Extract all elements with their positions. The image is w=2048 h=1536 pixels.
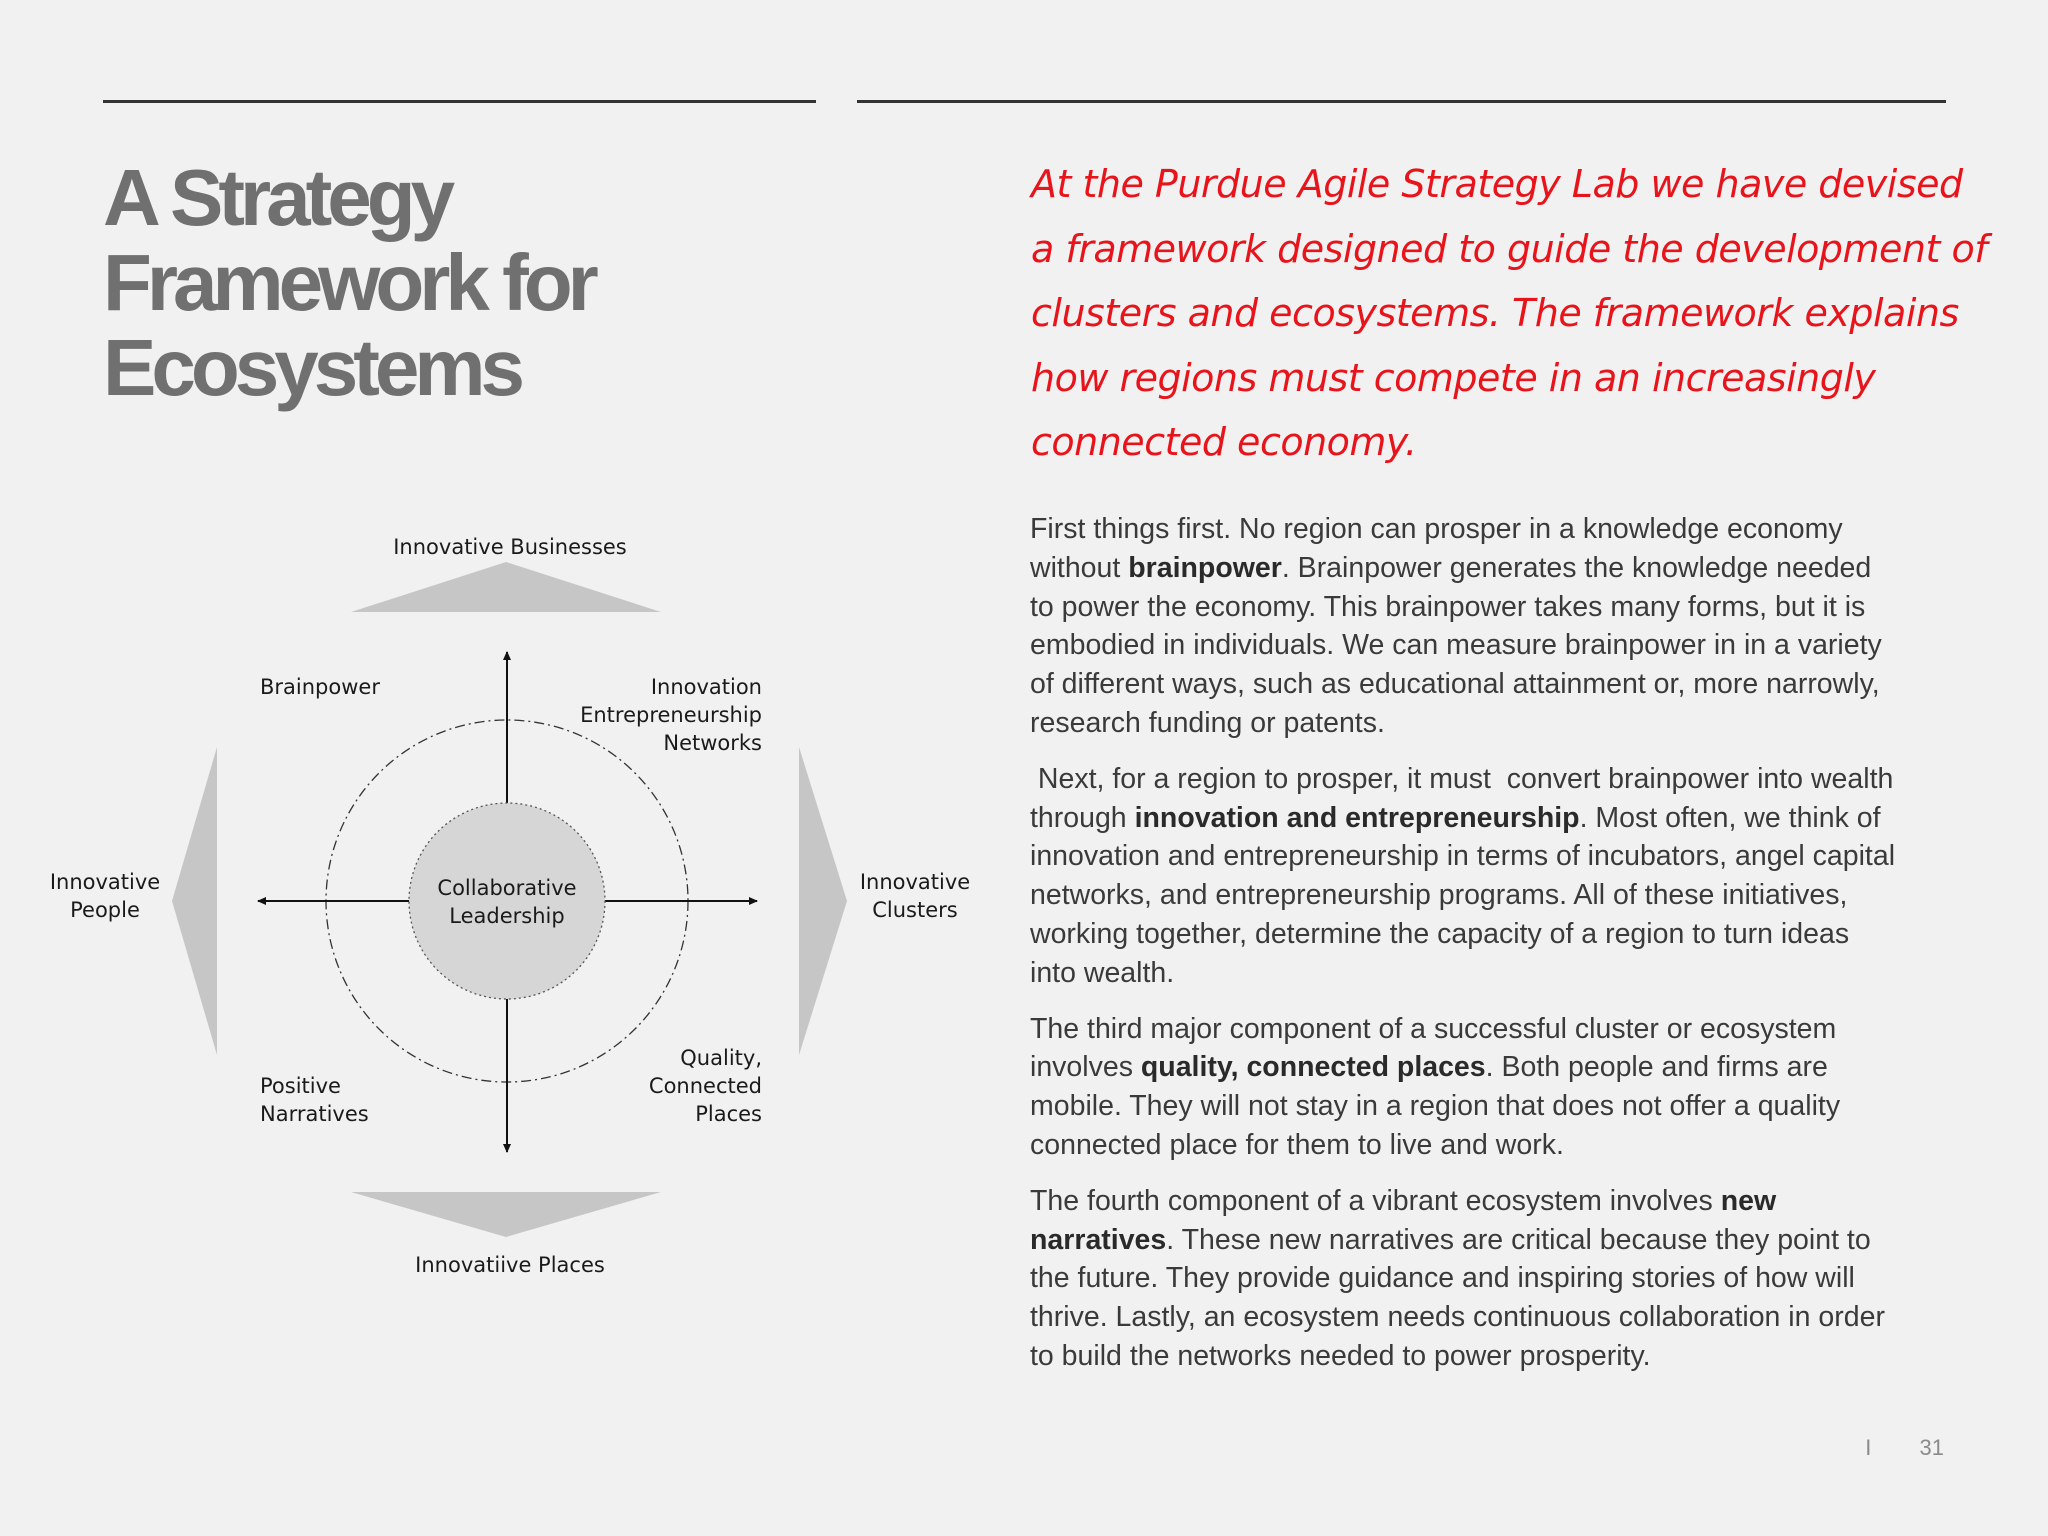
text-line: networks, and entrepreneurship programs. All of these initiatives, (1030, 879, 1848, 912)
label-line: Positive (260, 1074, 341, 1098)
emphasis-narratives: narratives (1030, 1223, 1167, 1256)
page-number: 31 (1919, 1435, 1944, 1460)
text-line (1030, 1048, 1960, 1087)
label-line: Networks (663, 731, 762, 755)
label-innovation-entrepreneurship-networks (562, 673, 762, 757)
text-line (1030, 1182, 1960, 1221)
text-run: . Both people and firms are (1485, 1051, 1828, 1084)
text-line: of different ways, such as educational attainment or, more narrowly, (1030, 668, 1880, 701)
text-line: to build the networks needed to power prosperity. (1030, 1339, 1651, 1372)
lead-line: a framework designed to guide the development of (1031, 226, 1988, 271)
text-line (1030, 799, 1960, 838)
bottom-triangle (351, 1192, 661, 1237)
text-line: innovation and entrepreneurship in terms of incubators, angel capital (1030, 840, 1896, 873)
title-line: Ecosystems (103, 323, 520, 412)
label-line: Leadership (449, 904, 565, 928)
text-line (1030, 1221, 1960, 1260)
label-line: Collaborative (437, 876, 577, 900)
text-run: . Most often, we think of (1579, 801, 1881, 834)
left-triangle (172, 747, 217, 1055)
label-line: Innovative (859, 870, 971, 894)
label-line: Innovation (650, 675, 762, 699)
emphasis-new: new (1720, 1184, 1777, 1217)
text-line: research funding or patents. (1030, 706, 1385, 739)
label-line: Clusters (872, 898, 958, 922)
paragraph-innovation (1030, 760, 1960, 993)
label-positive-narratives (260, 1072, 369, 1128)
lead-line: connected economy. (1031, 420, 1417, 464)
text-line: thrive. Lastly, an ecosystem needs continuous collaboration in order (1030, 1301, 1885, 1334)
top-triangle (351, 562, 661, 612)
text-line: the future. They provide guidance and inspiring stories of how will (1030, 1262, 1855, 1295)
label-line: Quality, (680, 1046, 762, 1070)
text-run: involves (1030, 1051, 1141, 1084)
emphasis-places: quality, connected places (1140, 1051, 1486, 1084)
text-line: Next, for a region to prosper, it must convert brainpower into wealth (1030, 762, 1894, 795)
label-line: Places (695, 1102, 762, 1126)
paragraph-narratives (1030, 1182, 1960, 1376)
body-text (1030, 510, 1960, 1393)
text-line: First things first. No region can prosper in a knowledge economy (1030, 513, 1843, 545)
page-footer (1865, 1435, 1944, 1461)
label-line: Innovative (49, 870, 161, 894)
label-brainpower: Brainpower (260, 675, 380, 699)
emphasis-innovation: innovation and entrepreneurship (1134, 801, 1580, 834)
label-collaborative-leadership (417, 874, 597, 930)
text-run: . These new narratives are critical because they point to (1166, 1223, 1871, 1256)
text-line: The third major component of a successful cluster or ecosystem (1030, 1012, 1837, 1045)
text-line: into wealth. (1030, 956, 1175, 989)
right-triangle (799, 747, 847, 1055)
text-line: mobile. They will not stay in a region that does not offer a quality (1030, 1090, 1841, 1123)
label-line: Entrepreneurship (580, 703, 762, 727)
label-innovative-businesses: Innovative Businesses (393, 535, 627, 559)
label-innovative-clusters (845, 868, 985, 924)
lead-line: how regions must compete in an increasingly (1031, 355, 1876, 400)
paragraph-places (1030, 1010, 1960, 1165)
text-run: . Brainpower generates the knowledge needed (1281, 551, 1872, 584)
title-line: Framework for (103, 238, 594, 327)
text-line (1030, 549, 1960, 588)
lead-line: At the Purdue Agile Strategy Lab we have devised (1031, 162, 1963, 206)
text-line: embodied in individuals. We can measure brainpower in in a variety (1030, 629, 1882, 662)
text-line: connected place for them to live and work. (1030, 1128, 1564, 1161)
emphasis-brainpower: brainpower (1128, 551, 1282, 584)
text-line: to power the economy. This brainpower takes many forms, but it is (1030, 590, 1866, 623)
paragraph-brainpower (1030, 510, 1960, 743)
label-quality-connected-places (562, 1044, 762, 1128)
footer-separator: I (1865, 1435, 1872, 1460)
label-line: People (70, 898, 140, 922)
label-line: Connected (648, 1074, 762, 1098)
text-run: through (1030, 801, 1135, 834)
label-innovative-people (35, 868, 175, 924)
text-run: The fourth component of a vibrant ecosystem involves (1030, 1184, 1721, 1217)
lead-line: clusters and ecosystems. The framework explains (1031, 291, 1959, 335)
title-line: A Strategy (103, 153, 451, 242)
text-line: working together, determine the capacity of a region to turn ideas (1030, 917, 1850, 950)
text-run: without (1030, 551, 1129, 584)
label-line: Narratives (260, 1102, 369, 1126)
label-innovative-places: Innovatiive Places (415, 1253, 605, 1277)
